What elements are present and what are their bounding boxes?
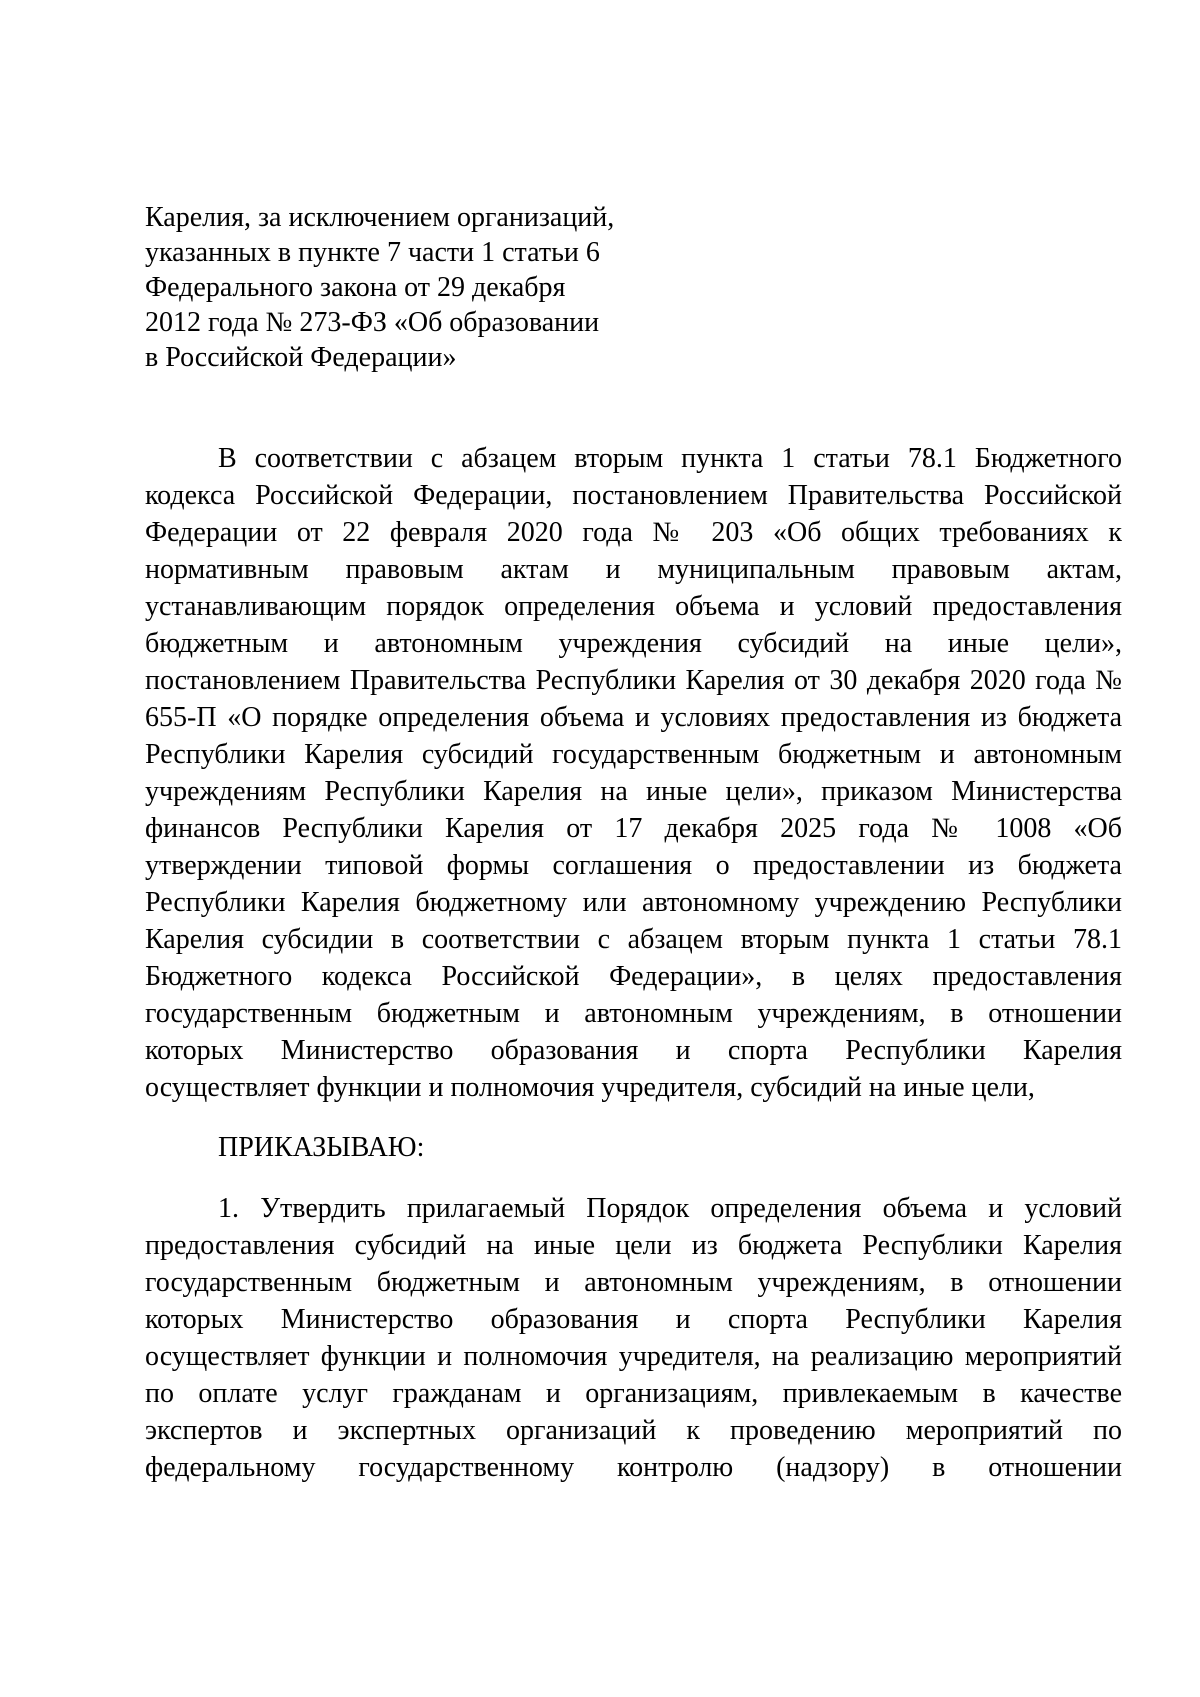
paragraph-line: экспертов и экспертных организаций к проведению мероприятий по bbox=[145, 1415, 1122, 1446]
paragraph-line: Республики Карелия бюджетному или автономному учреждению Республики bbox=[145, 887, 1122, 918]
order-word: ПРИКАЗЫВАЮ: bbox=[218, 1132, 425, 1163]
paragraph-line: которых Министерство образования и спорта Республики Карелия bbox=[145, 1035, 1122, 1066]
paragraph-line: государственным бюджетным и автономным учреждениям, в отношении bbox=[145, 998, 1122, 1029]
paragraph-line: государственным бюджетным и автономным учреждениям, в отношении bbox=[145, 1267, 1122, 1298]
paragraph-line: финансов Республики Карелия от 17 декабря 2025 года № 1008 «Об bbox=[145, 813, 1122, 844]
paragraph-line: учреждениям Республики Карелия на иные цели», приказом Министерства bbox=[145, 776, 1122, 807]
paragraph-line: осуществляет функции и полномочия учредителя, субсидий на иные цели, bbox=[145, 1072, 1035, 1103]
paragraph-line: В соответствии с абзацем вторым пункта 1 статьи 78.1 Бюджетного bbox=[218, 443, 1122, 474]
paragraph-line: осуществляет функции и полномочия учредителя, на реализацию мероприятий bbox=[145, 1341, 1122, 1372]
paragraph-line: нормативным правовым актам и муниципальным правовым актам, bbox=[145, 554, 1122, 585]
paragraph-line: 655-П «О порядке определения объема и условиях предоставления из бюджета bbox=[145, 702, 1122, 733]
paragraph-line: 1. Утвердить прилагаемый Порядок определения объема и условий bbox=[218, 1193, 1122, 1224]
paragraph-line: по оплате услуг гражданам и организациям, привлекаемым в качестве bbox=[145, 1378, 1122, 1409]
paragraph-line: кодекса Российской Федерации, постановлением Правительства Российской bbox=[145, 480, 1122, 511]
title-line: Федерального закона от 29 декабря bbox=[145, 272, 566, 303]
title-line: указанных в пункте 7 части 1 статьи 6 bbox=[145, 237, 600, 268]
paragraph-line: Республики Карелия субсидий государственным бюджетным и автономным bbox=[145, 739, 1122, 770]
title-line: 2012 года № 273-ФЗ «Об образовании bbox=[145, 307, 600, 338]
paragraph-line: утверждении типовой формы соглашения о предоставлении из бюджета bbox=[145, 850, 1122, 881]
paragraph-line: устанавливающим порядок определения объема и условий предоставления bbox=[145, 591, 1122, 622]
title-line: Карелия, за исключением организаций, bbox=[145, 202, 615, 233]
paragraph-line: предоставления субсидий на иные цели из бюджета Республики Карелия bbox=[145, 1230, 1122, 1261]
title-line: в Российской Федерации» bbox=[145, 342, 457, 373]
paragraph-line: Бюджетного кодекса Российской Федерации», в целях предоставления bbox=[145, 961, 1122, 992]
paragraph-line: бюджетным и автономным учреждения субсидий на иные цели», bbox=[145, 628, 1122, 659]
paragraph-line: Федерации от 22 февраля 2020 года № 203 «Об общих требованиях к bbox=[145, 517, 1122, 548]
paragraph-line: которых Министерство образования и спорта Республики Карелия bbox=[145, 1304, 1122, 1335]
paragraph-line: постановлением Правительства Республики Карелия от 30 декабря 2020 года № bbox=[145, 665, 1122, 696]
paragraph-line: федеральному государственному контролю (надзору) в отношении bbox=[145, 1452, 1122, 1483]
paragraph-line: Карелия субсидии в соответствии с абзацем вторым пункта 1 статьи 78.1 bbox=[145, 924, 1122, 955]
